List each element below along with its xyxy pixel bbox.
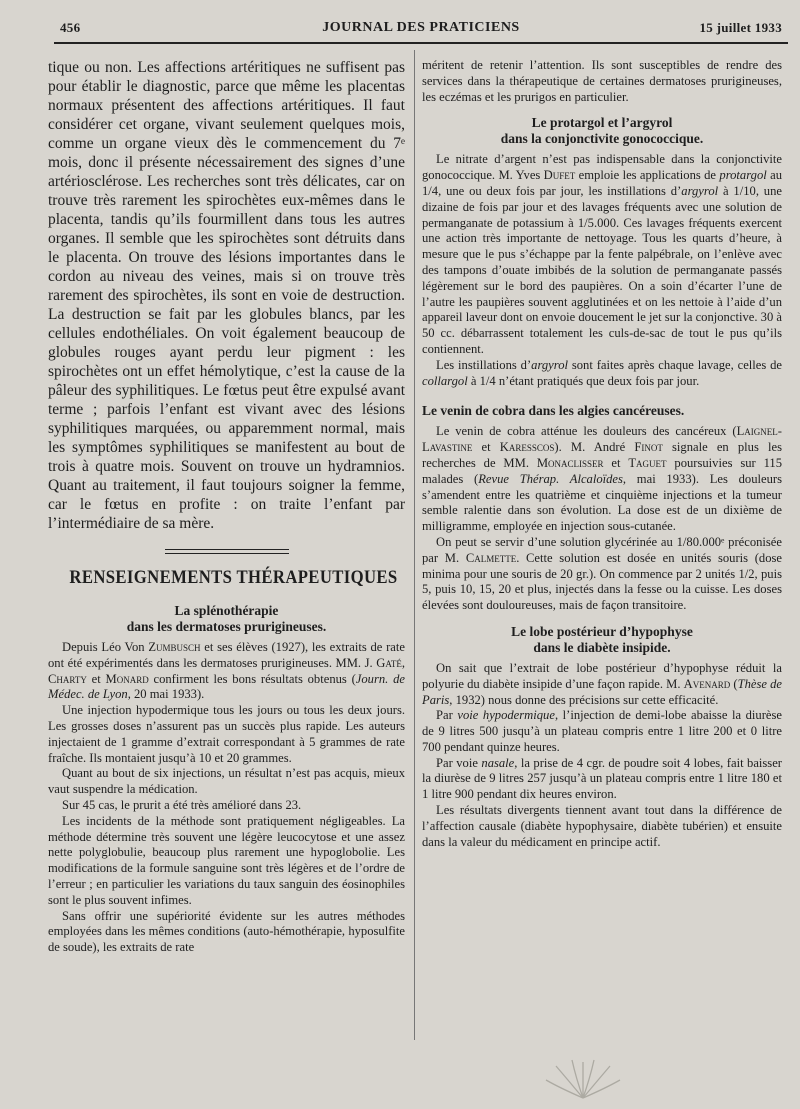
paragraph: Par voie nasale, la prise de 4 cgr. de poudre soit 4 lobes, fait baisser la diurèse de 9 litres 257 jusqu’à un plateau compris entre 1 litre 180 et 1 litre 900 pendant dix heures environ.: [422, 755, 782, 802]
paragraph: Le venin de cobra atténue les douleurs des cancéreux (Laignel-Lavastine et Karesscos). M. André Finot signale en plus les recherches de MM. Monaclisser et Taguet poursuivies sur 115 malades (Revue Thérap. Alcaloïdes, mai 1933). Les douleurs s’amendent entre les quatrième et cinquième injections et la tumeur semble ralentie dans son évolution. La dose est de un dixième de milligramme, employée en injection sous-cutanée.: [422, 424, 783, 534]
journal-reference: Journ. de Médec. de Lyon: [48, 671, 405, 702]
paragraph: Quant au bout de six injections, un résultat n’est pas acquis, mieux vaut suspendre la médication.: [48, 766, 405, 797]
author-name: Avenard: [683, 676, 731, 691]
paragraph: Les résultats divergents tiennent avant tout dans la différence de l’affection causale (diabète hypophysaire, diabète tubérien) et ensuite dans la valeur du médicament en principe actif.: [422, 803, 782, 849]
paragraph: Les incidents de la méthode sont pratiquement négligeables. La méthode détermine très souvent une légère leucocytose et une assez nette polyglobulie, beaucoup plus rarement une hypoglobolie. Les modifications de la formule sanguine sont très légères et de l’ordre de l’erreur ; en particulier les variations du taux sanguin des éosinophiles sont le plus souvent infimes.: [48, 813, 405, 907]
journal-reference: Revue Thérap. Alcaloïdes: [478, 471, 623, 486]
page-number: 456: [60, 20, 81, 35]
column-divider: [414, 50, 415, 1040]
title-line: Le lobe postérieur d’hypophyse: [511, 623, 693, 639]
right-column: [422, 58, 782, 850]
paragraph: On peut se servir d’une solution glycérinée au 1/80.000ᵉ préconisée par M. Calmette. Cette solution est dosée en unités souris (dose minima pour une souris de 20 gr.). On commence par 2 unités 1/2, puis 5, puis 10, 15, 20 et plus, injectés dans la fesse ou la cuisse. Les doses élevées sont douloureuses, mais de façon transitoire.: [422, 534, 783, 613]
paragraph-placenta: tique ou non. Les affections artéritiques ne suffisent pas pour établir le diagnostic, parce que même les placentas normaux présentent des affections artéritiques. Il faut considérer cet organe, vivant seulement quelques mois, comme un organe vieux dès le commencement du 7ᵉ mois, donc il présente nécessairement des signes d’une artériosclérose. Les recherches sont très délicates, car on trouve très rarement les spirochètes eux-mêmes dans le placenta, tandis qu’ils fourmillent dans tous les autres organes. Il semble que les spirochètes sont détruits dans le placenta. On trouve des lésions importantes dans le cordon au niveau des veines, mais si on trouve très rarement des spirochètes, ils sont en voie de destruction. La destruction se fait par les globules blancs, par les cellules endothéliales. On voit également beaucoup de globules rouges ayant perdu leur pigment : les spirochètes ont un effet hémolytique, c’est la cause de la pâleur des syphilitiques. Le fœtus peut être expulsé avant terme ; parfois l’enfant est vivant avec des lésions syphilitiques marquées, ou apparemment normal, mais les symptômes syphilitiques se manifestent au bout de trois à quatre mois. Souvent on trouve un hydramnios. Quant au traitement, il faut toujours soigner la femme, car le fœtus en profite : on traite l’enfant par l’intermédiaire de sa mère.: [48, 59, 405, 532]
article-title-splenotherapie: [48, 603, 405, 635]
left-column: [48, 58, 405, 956]
author-name: Taguet: [628, 455, 667, 470]
author-name: Charty: [48, 671, 87, 686]
paragraph: Les instillations d’argyrol sont faites après chaque lavage, celles de collargol à 1/4 n’étant pratiqués que deux fois par jour.: [422, 357, 783, 388]
author-name: Laignel-Lavastine: [422, 424, 782, 455]
author-name: Monard: [105, 671, 149, 686]
author-name: Calmette: [465, 550, 517, 565]
author-name: Karesscos: [499, 440, 555, 455]
paragraph: Depuis Léo Von Zumbusch et ses élèves (1927), les extraits de rate ont été expérimentés dans les dermatoses prurigineuses. MM. J. Gaté, Charty et Monard confirment les bons résultats obtenus (Journ. de Médec. de Lyon, 20 mai 1933).: [48, 640, 405, 702]
paragraph: Le nitrate d’argent n’est pas indispensable dans la conjonctivite gonococcique. M. Yves Dufet emploie les applications de protargol au 1/4, une ou deux fois par jour, les instillations d’argyrol à 1/10, une dizaine de fois par jour et des lavages fréquents avec une solution de permanganate de potassium à 1/5.000. Ces lavages fréquents exercent une action très importante de nettoyage. Tous les quarts d’heure, à mesure que le pus s’échappe par la fente palpébrale, on l’enlève avec des tampons d’ouate imbibés de la solution de permanganate passés légèrement sur le bord des paupières. On a soin d’écarter l’une de l’autre les paupières souvent agglutinées et on les nettoie à l’aide d’un appareil laveur dont on envoie doucement le jet sur la conjonctive. 30 à 50 cc. débarrassent totalement les culs-de-sac de tout le pus qu’ils contiennent.: [422, 152, 782, 356]
article-title-protargol: [422, 115, 782, 147]
author-name: Monaclisser: [536, 455, 604, 470]
paragraph: Sur 45 cas, le prurit a été très amélioré dans 23.: [62, 797, 302, 812]
article-title-hypophyse: [422, 624, 782, 656]
title-line: dans les dermatoses prurigineuses.: [126, 619, 327, 634]
title-line: La splénothérapie: [174, 603, 279, 618]
author-name: Gaté: [376, 655, 402, 670]
paragraph: Sans offrir une supériorité évidente sur les autres méthodes employées dans les mêmes conditions (auto-hémothérapie, hyposulfite de soude), les extraits de rate: [48, 908, 405, 955]
section-separator: [165, 549, 289, 557]
title-line: Le protargol et l’argyrol: [531, 115, 673, 131]
paragraph: On sait que l’extrait de lobe postérieur d’hypophyse réduit la polyurie du diabète insipide d’une façon rapide. M. Avenard (Thèse de Paris, 1932) nous donne des précisions sur cette efficacité.: [422, 660, 783, 707]
running-header: [60, 20, 782, 42]
paragraph: Une injection hypodermique tous les jours ou tous les deux jours. Les grosses doses n’assurent pas un succès plus rapide. Les auteurs injectaient de 1 gramme d’extrait correspondant à 5 grammes de rate fraîche. Ils montaient jusqu’à 10 et 20 grammes.: [48, 703, 405, 765]
author-name: Dufet: [543, 168, 576, 183]
issue-date: 15 juillet 1933: [699, 20, 782, 35]
author-name: Zumbusch: [148, 640, 201, 654]
section-title: RENSEIGNEMENTS THÉRAPEUTIQUES: [69, 567, 398, 588]
title-line: dans la conjonctivite gonococcique.: [500, 131, 704, 147]
header-rule: [54, 42, 788, 44]
journal-title: JOURNAL DES PRATICIENS: [322, 20, 520, 35]
title-line: dans le diabète insipide.: [533, 639, 671, 655]
fleuron-ornament: [538, 1040, 628, 1100]
paragraph: Par voie hypodermique, l’injection de demi-lobe abaisse la diurèse de 9 litres 500 jusqu’à un plateau compris entre 1 litre 200 et 0 litre 700 pendant quinze heures.: [422, 708, 783, 754]
article-title-cobra: Le venin de cobra dans les algies cancéreuses.: [422, 403, 685, 419]
author-name: Finot: [634, 440, 663, 455]
paragraph: méritent de retenir l’attention. Ils sont susceptibles de rendre des services dans la thérapeutique de certaines dermatoses prurigineuses, les eczémas et les prurigos en particulier.: [422, 58, 782, 104]
thesis-reference: Thèse de Paris: [422, 676, 783, 707]
